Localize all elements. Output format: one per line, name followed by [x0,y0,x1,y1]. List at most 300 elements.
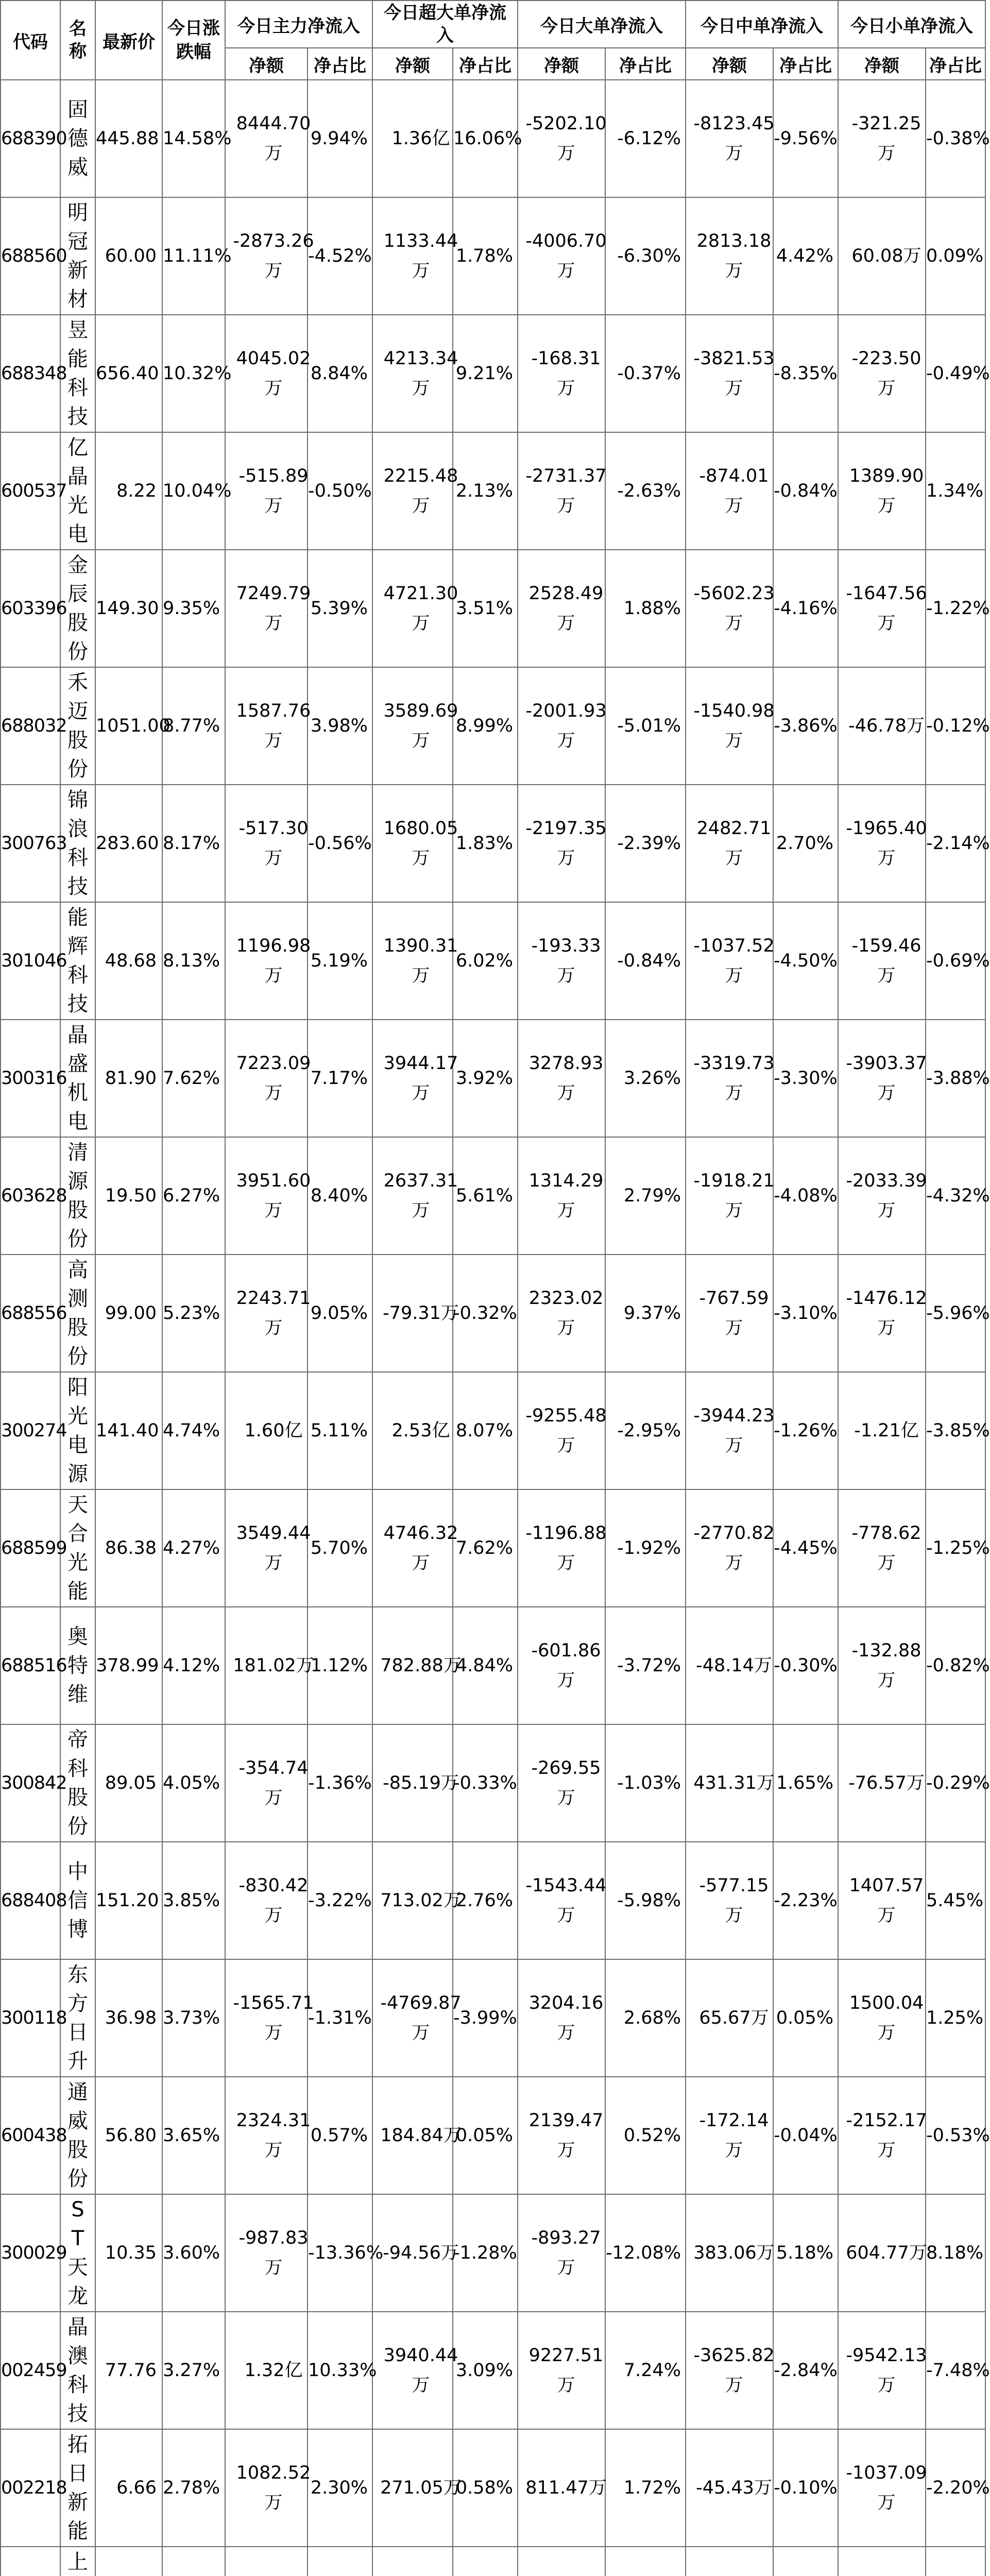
mid-net-ratio-cell: 0.05% [773,1959,838,2077]
main-net-ratio-cell: 1.12% [308,1607,372,1724]
stock-name: 昱能科技 [67,318,88,429]
stock-name: 中信博 [67,1860,88,1941]
main-net-ratio-cell [308,2547,372,2576]
main-net-amount: 8444.70万 [236,113,311,164]
main-net-amount-cell [225,1489,311,1607]
main-net-amount: -515.89万 [238,466,309,516]
stock-code-cell: 300274 [1,1372,60,1489]
big-net-ratio-cell: 3.26% [605,1020,686,1137]
main-net-amount-cell [225,1842,308,1959]
main-net-ratio-cell: 9.94% [308,80,372,197]
stock-code-cell: 688599 [1,1489,60,1607]
small-net-ratio-cell: -2.20% [926,2429,985,2547]
mid-net-amount: -3821.53万 [693,348,775,399]
big-net-amount: -193.33万 [531,936,601,986]
small-net-amount: -1647.56万 [846,583,927,634]
small-net-amount: -1.21亿 [854,1420,919,1441]
mid-net-amount-cell [686,667,773,785]
big-net-ratio-cell: 2.79% [605,1137,686,1255]
change-pct-cell: 3.60% [162,2194,225,2312]
super-net-amount: 1390.31万 [383,936,458,986]
big-net-amount-cell [518,1607,605,1724]
super-net-amount-cell [372,2429,462,2547]
big-net-ratio-cell: -6.30% [605,197,686,315]
small-net-amount-cell [838,2194,926,2312]
super-net-amount: 184.84万 [380,2125,462,2146]
mid-net-amount-cell [686,2429,773,2547]
big-net-amount: 2139.47万 [528,2110,604,2161]
super-net-ratio-cell: 0.58% [453,2429,518,2547]
super-net-amount-cell [372,1020,458,1137]
mid-net-amount: -2770.82万 [693,1523,775,1573]
small-net-amount: -3903.37万 [846,1053,927,1104]
mid-net-amount-cell [686,432,773,550]
header-code: 代码 [1,1,60,80]
big-net-amount: 2528.49万 [528,583,604,634]
big-net-ratio-cell: -5.01% [605,667,686,785]
mid-net-amount: -172.14万 [699,2110,769,2161]
latest-price-cell: 86.38 [95,1489,162,1607]
big-net-amount-cell [518,197,605,315]
super-net-ratio-cell: 2.13% [453,432,518,550]
mid-net-amount: 2482.71万 [696,818,772,869]
latest-price-cell: 1051.00 [95,667,162,785]
big-net-amount-cell [518,2077,605,2194]
small-net-amount-cell [838,2547,926,2576]
table-row [1,2312,985,2429]
main-net-amount-cell [225,432,308,550]
big-net-amount: 2323.02万 [528,1288,604,1338]
main-net-amount-cell [225,2429,311,2547]
stock-name-cell [60,2547,95,2576]
latest-price-cell: 8.22 [95,432,162,550]
table-row [1,2547,985,2576]
mid-net-amount-cell [686,1372,773,1489]
super-net-amount-cell [372,432,458,550]
super-net-ratio-cell: 3.92% [453,1020,518,1137]
super-net-amount: 4721.30万 [383,583,458,634]
subheader-ratio: 净占比 [926,48,985,80]
big-net-amount-cell [518,667,605,785]
small-net-amount-cell [838,2429,926,2547]
mid-net-ratio-cell: -2.23% [773,1842,838,1959]
latest-price-cell: 6.66 [95,2429,162,2547]
mid-net-amount-cell [686,1137,773,1255]
small-net-amount-cell [838,197,926,315]
stock-code-cell: 688348 [1,315,60,432]
stock-name: 奥特维 [67,1625,88,1706]
super-net-ratio-cell: 5.61% [453,1137,518,1255]
stock-name: 高测股份 [67,1258,88,1368]
main-net-amount-cell [225,1607,314,1724]
super-net-ratio-cell: 3.09% [453,2312,518,2429]
main-net-ratio-cell: -0.56% [308,785,372,902]
change-pct-cell: 3.27% [162,2312,225,2429]
super-net-amount-cell [372,1372,453,1489]
change-pct-cell: 3.65% [162,2077,225,2194]
mid-net-amount-cell [686,1020,773,1137]
super-net-amount: -4769.87万 [380,1993,462,2043]
change-pct-cell: 4.27% [162,1489,225,1607]
mid-net-amount-cell [686,2194,773,2312]
stock-code-cell: 688560 [1,197,60,315]
big-net-ratio-cell: -1.03% [605,1724,686,1842]
big-net-amount-cell [518,550,605,667]
big-net-amount: -2001.93万 [525,701,607,751]
mid-net-amount-cell [686,1255,773,1372]
stock-name: 禾迈股份 [67,671,88,781]
latest-price-cell: 378.99 [95,1607,162,1724]
latest-price-cell: 19.50 [95,1137,162,1255]
small-net-ratio-cell: 0.09% [926,197,985,315]
super-net-amount: -94.56万 [383,2243,459,2263]
header-super: 今日超大单净流入 [372,1,518,48]
mid-net-amount: 431.31万 [693,1773,775,1793]
stock-name: 帝科股份 [67,1728,88,1838]
small-net-ratio-cell: -5.96% [926,1255,985,1372]
small-net-amount: 1389.90万 [849,466,924,516]
big-net-ratio-cell: 1.88% [605,550,686,667]
header-main: 今日主力净流入 [225,1,372,48]
stock-name: 阳光电源 [67,1376,88,1486]
big-net-amount-cell [518,1255,605,1372]
change-pct-cell: 3.85% [162,1842,225,1959]
main-net-ratio-cell: 9.05% [308,1255,372,1372]
mid-net-ratio-cell: -4.16% [773,550,838,667]
subheader-amount: 净额 [518,48,605,80]
big-net-amount-cell [518,1489,605,1607]
subheader-amount: 净额 [225,48,308,80]
small-net-ratio-cell: 1.34% [926,432,985,550]
big-net-amount: -1543.44万 [525,1875,607,1926]
mid-net-ratio-cell: -8.35% [773,315,838,432]
table-row [1,2194,985,2312]
mid-net-amount: -5602.23万 [693,583,775,634]
super-net-amount: 1133.44万 [383,231,458,281]
table-row [1,785,985,902]
change-pct-cell: 8.13% [162,902,225,1020]
super-net-ratio-cell: 1.83% [453,785,518,902]
latest-price-cell: 10.35 [95,2194,162,2312]
table-row [1,1372,985,1489]
main-net-ratio-cell: 5.19% [308,902,372,1020]
mid-net-amount: 383.06万 [693,2243,775,2263]
subheader-ratio: 净占比 [308,48,372,80]
big-net-amount: 811.47万 [525,2478,607,2498]
small-net-amount: -132.88万 [851,1640,921,1691]
mid-net-ratio-cell: 5.18% [773,2194,838,2312]
big-net-amount-cell [518,2547,605,2576]
main-net-amount: 2324.31万 [236,2110,311,2161]
small-net-amount-cell [838,1607,926,1724]
big-net-ratio-cell: -2.63% [605,432,686,550]
main-net-amount: 1.32亿 [244,2360,303,2381]
main-net-amount-cell [225,1724,308,1842]
super-net-amount-cell [372,2547,453,2576]
super-net-amount-cell [372,1959,462,2077]
super-net-amount-cell [372,1842,462,1959]
table-body [1,80,990,2576]
super-net-ratio-cell: -1.28% [453,2194,518,2312]
main-net-ratio-cell: 2.30% [308,2429,372,2547]
super-net-ratio-cell: 8.99% [453,667,518,785]
stock-name: 能辉科技 [67,906,88,1016]
stock-code-cell: 688556 [1,1255,60,1372]
stock-code-cell: 688032 [1,667,60,785]
mid-net-amount-cell [686,1959,773,2077]
big-net-ratio-cell: 2.68% [605,1959,686,2077]
change-pct-cell: 14.58% [162,80,225,197]
big-net-ratio-cell [605,2547,686,2576]
change-pct-cell: 10.32% [162,315,225,432]
super-net-amount-cell [372,1137,458,1255]
main-net-amount: -1565.71万 [233,1993,314,2043]
small-net-amount-cell [838,1724,926,1842]
super-net-amount-cell [372,2312,458,2429]
small-net-amount-cell [838,1959,926,2077]
big-net-ratio-cell: -2.39% [605,785,686,902]
stock-code-cell: 300763 [1,785,60,902]
small-net-amount-cell [838,1020,926,1137]
change-pct-cell: 5.23% [162,1255,225,1372]
big-net-amount: -601.86万 [531,1640,601,1691]
super-net-amount: 3940.44万 [383,2345,458,2396]
latest-price-cell: 141.40 [95,1372,162,1489]
big-net-amount: -893.27万 [531,2228,601,2278]
mid-net-amount: -767.59万 [699,1288,769,1338]
main-net-ratio-cell: -1.36% [308,1724,372,1842]
main-net-amount: 1587.76万 [236,701,311,751]
stock-name: 东方日升 [67,1963,88,2073]
main-net-ratio-cell: 10.33% [308,2312,372,2429]
latest-price-cell: 36.98 [95,1959,162,2077]
stock-name: 锦浪科技 [67,788,88,899]
super-net-amount-cell [372,785,458,902]
super-net-amount: 713.02万 [380,1890,462,1911]
super-net-amount: -79.31万 [383,1303,459,1324]
big-net-ratio-cell: -5.98% [605,1842,686,1959]
small-net-amount: -2033.39万 [846,1171,927,1221]
super-net-ratio-cell: -3.99% [453,1959,518,2077]
small-net-ratio-cell: -0.82% [926,1607,985,1724]
small-net-amount: -76.57万 [848,1773,925,1793]
super-net-amount-cell [372,1255,459,1372]
mid-net-ratio-cell: -0.10% [773,2429,838,2547]
small-net-amount-cell [838,1842,926,1959]
super-net-amount-cell [372,1724,459,1842]
subheader-ratio: 净占比 [453,48,518,80]
super-net-amount: 2637.31万 [383,1171,458,1221]
small-net-amount: 604.77万 [846,2243,927,2263]
super-net-ratio-cell [453,2547,518,2576]
main-net-ratio-cell: -0.50% [308,432,372,550]
stock-name: 上 [67,2550,88,2574]
mid-net-ratio-cell [773,2547,838,2576]
super-net-amount: 4746.32万 [383,1523,458,1573]
super-net-ratio-cell: 3.51% [453,550,518,667]
super-net-amount-cell [372,1489,458,1607]
super-net-amount: 4213.34万 [383,348,458,399]
super-net-amount: 3589.69万 [383,701,458,751]
small-net-amount: -46.78万 [848,716,925,736]
change-pct-cell: 7.62% [162,1020,225,1137]
main-net-amount-cell [225,902,311,1020]
stock-name: 金辰股份 [67,553,88,664]
main-net-amount-cell [225,80,311,197]
big-net-amount: -2731.37万 [525,466,607,516]
stock-code-cell: 301046 [1,902,60,1020]
small-net-amount: 60.08万 [851,246,921,266]
main-net-amount: -354.74万 [238,1758,309,1808]
mid-net-ratio-cell: -4.45% [773,1489,838,1607]
main-net-amount: 181.02万 [233,1655,314,1676]
super-net-ratio-cell: 6.02% [453,902,518,1020]
small-net-amount: -9542.13万 [846,2345,927,2396]
small-net-amount-cell [838,667,926,785]
header-price: 最新价 [95,1,162,80]
small-net-ratio-cell: 1.25% [926,1959,985,2077]
main-net-amount-cell [225,315,311,432]
subheader-amount: 净额 [372,48,453,80]
small-net-ratio-cell: -0.53% [926,2077,985,2194]
big-net-amount: -1196.88万 [525,1523,607,1573]
mid-net-ratio-cell: -1.26% [773,1372,838,1489]
super-net-amount: 3944.17万 [383,1053,458,1104]
small-net-ratio-cell: -3.85% [926,1372,985,1489]
super-net-ratio-cell: -0.32% [453,1255,518,1372]
super-net-ratio-cell: 8.07% [453,1372,518,1489]
mid-net-amount: -874.01万 [699,466,769,516]
mid-net-ratio-cell: -0.04% [773,2077,838,2194]
table-row [1,550,985,667]
latest-price-cell: 283.60 [95,785,162,902]
main-net-amount-cell [225,1255,311,1372]
main-net-amount-cell [225,2077,311,2194]
main-net-ratio-cell: 8.40% [308,1137,372,1255]
table-row [1,667,985,785]
small-net-amount-cell [838,1489,926,1607]
big-net-amount: 3204.16万 [528,1993,604,2043]
main-net-amount: 2243.71万 [236,1288,311,1338]
super-net-ratio-cell: 2.76% [453,1842,518,1959]
big-net-amount-cell [518,2194,605,2312]
change-pct-cell: 8.17% [162,785,225,902]
mid-net-amount-cell [686,550,773,667]
stock-code-cell: 688408 [1,1842,60,1959]
table-row [1,1255,985,1372]
mid-net-ratio-cell: -0.30% [773,1607,838,1724]
super-net-amount-cell [372,550,458,667]
main-net-amount: 3951.60万 [236,1171,311,1221]
big-net-amount-cell [518,2429,605,2547]
big-net-ratio-cell: -12.08% [605,2194,686,2312]
header-small: 今日小单净流入 [838,1,985,48]
big-net-amount-cell [518,1137,605,1255]
big-net-amount-cell [518,1959,605,2077]
small-net-amount-cell [838,1372,926,1489]
small-net-amount-cell [838,902,926,1020]
table-row [1,902,985,1020]
big-net-ratio-cell: -3.72% [605,1607,686,1724]
main-net-ratio-cell: 3.98% [308,667,372,785]
small-net-amount: -1037.09万 [846,2463,927,2513]
small-net-ratio-cell: -1.25% [926,1489,985,1607]
big-net-amount: 1314.29万 [528,1171,604,1221]
small-net-amount-cell [838,315,926,432]
super-net-amount-cell [372,80,453,197]
super-net-amount-cell [372,2194,459,2312]
mid-net-ratio-cell: -4.50% [773,902,838,1020]
small-net-ratio-cell: -1.22% [926,550,985,667]
header-name: 名称 [60,1,95,80]
change-pct-cell: 4.12% [162,1607,225,1724]
main-net-ratio-cell: 0.57% [308,2077,372,2194]
latest-price-cell: 99.00 [95,1255,162,1372]
mid-net-amount: -1037.52万 [693,936,775,986]
main-net-amount-cell [225,550,311,667]
stock-code-cell: 300316 [1,1020,60,1137]
mid-net-amount-cell [686,2547,773,2576]
main-net-ratio-cell: -13.36% [308,2194,372,2312]
mid-net-ratio-cell: -0.84% [773,432,838,550]
change-pct-cell: 4.74% [162,1372,225,1489]
table-row [1,1724,985,1842]
small-net-amount: -778.62万 [851,1523,921,1573]
change-pct-cell [162,2547,225,2576]
super-net-ratio-cell: 9.21% [453,315,518,432]
super-net-amount-cell [372,902,458,1020]
change-pct-cell: 11.11% [162,197,225,315]
mid-net-amount-cell [686,2312,773,2429]
main-net-ratio-cell: -1.31% [308,1959,372,2077]
stock-code-cell: 603628 [1,1137,60,1255]
stock-code-cell: 300118 [1,1959,60,2077]
small-net-amount-cell [838,785,926,902]
stock-code-cell [1,2547,60,2576]
small-net-ratio-cell: -0.49% [926,315,985,432]
big-net-ratio-cell: -1.92% [605,1489,686,1607]
big-net-amount-cell [518,1020,605,1137]
super-net-amount-cell [372,667,458,785]
super-net-ratio-cell: 7.62% [453,1489,518,1607]
latest-price-cell: 56.80 [95,2077,162,2194]
main-net-amount: 1196.98万 [236,936,311,986]
super-net-amount: 2.53亿 [391,1420,450,1441]
big-net-ratio-cell: 1.72% [605,2429,686,2547]
mid-net-amount: 2813.18万 [696,231,772,281]
main-net-ratio-cell: 5.11% [308,1372,372,1489]
small-net-amount-cell [838,80,926,197]
table-row [1,1137,985,1255]
super-net-amount: 1680.05万 [383,818,458,869]
main-net-amount-cell [225,667,311,785]
small-net-ratio-cell: -0.69% [926,902,985,1020]
latest-price-cell: 656.40 [95,315,162,432]
subheader-amount: 净额 [838,48,926,80]
stock-code-cell: 688390 [1,80,60,197]
big-net-amount-cell [518,785,605,902]
stock-name: 通威股份 [67,2080,88,2191]
small-net-ratio-cell: -0.29% [926,1724,985,1842]
table-row [1,315,985,432]
mid-net-ratio-cell: 4.42% [773,197,838,315]
mid-net-ratio-cell: -2.84% [773,2312,838,2429]
table-row [1,1607,985,1724]
big-net-amount: -2197.35万 [525,818,607,869]
big-net-ratio-cell: 9.37% [605,1255,686,1372]
main-net-amount-cell [225,1137,311,1255]
mid-net-amount-cell [686,80,773,197]
